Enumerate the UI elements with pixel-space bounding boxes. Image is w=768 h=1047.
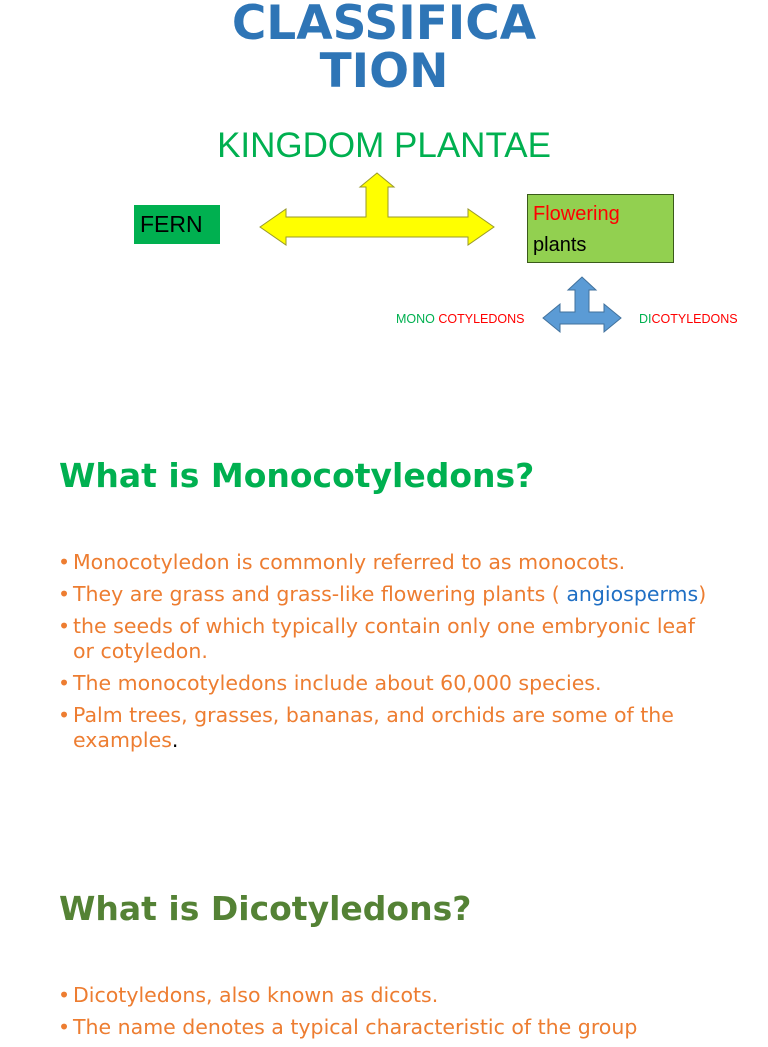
monocotyledons-label — [396, 312, 525, 326]
list-item: • They are grass and grass-like flowering plants ( angiosperms) — [58, 582, 718, 607]
list-item: • The name denotes a typical characteristic of the group — [58, 1015, 718, 1040]
list-item: • The monocotyledons include about 60,000 species. — [58, 671, 718, 696]
di-prefix: DI — [639, 312, 652, 326]
blue-three-way-arrow-icon — [540, 274, 624, 336]
list-item: • Palm trees, grasses, bananas, and orchids are some of the examples. — [58, 703, 718, 753]
dicotyledons-label — [639, 312, 738, 326]
list-item: • Monocotyledon is commonly referred to as monocots. — [58, 550, 718, 575]
dicotyledons-list — [58, 983, 718, 1047]
title-line-1: CLASSIFICA — [231, 0, 537, 51]
angiosperms-link[interactable]: angiosperms — [566, 582, 699, 606]
di-suffix: COTYLEDONS — [651, 312, 738, 326]
fern-box — [134, 205, 220, 244]
mono-suffix: COTYLEDONS — [438, 312, 525, 326]
plants-label: plants — [533, 234, 587, 256]
dicotyledons-heading: What is Dicotyledons? — [59, 889, 472, 928]
flowering-plants-box — [527, 194, 674, 263]
flowering-label: Flowering — [533, 203, 620, 225]
title-line-2: TION — [319, 44, 449, 99]
slide-title — [0, 0, 768, 99]
mono-prefix: MONO — [396, 312, 439, 326]
kingdom-subtitle: KINGDOM PLANTAE — [217, 126, 551, 165]
three-way-arrow-icon — [255, 170, 500, 250]
monocotyledons-heading: What is Monocotyledons? — [59, 456, 535, 495]
list-item: • Dicotyledons, also known as dicots. — [58, 983, 718, 1008]
fern-label: FERN — [140, 211, 203, 237]
monocotyledons-list — [58, 550, 718, 760]
list-item: • the seeds of which typically contain only one embryonic leaf or cotyledon. — [58, 614, 718, 664]
